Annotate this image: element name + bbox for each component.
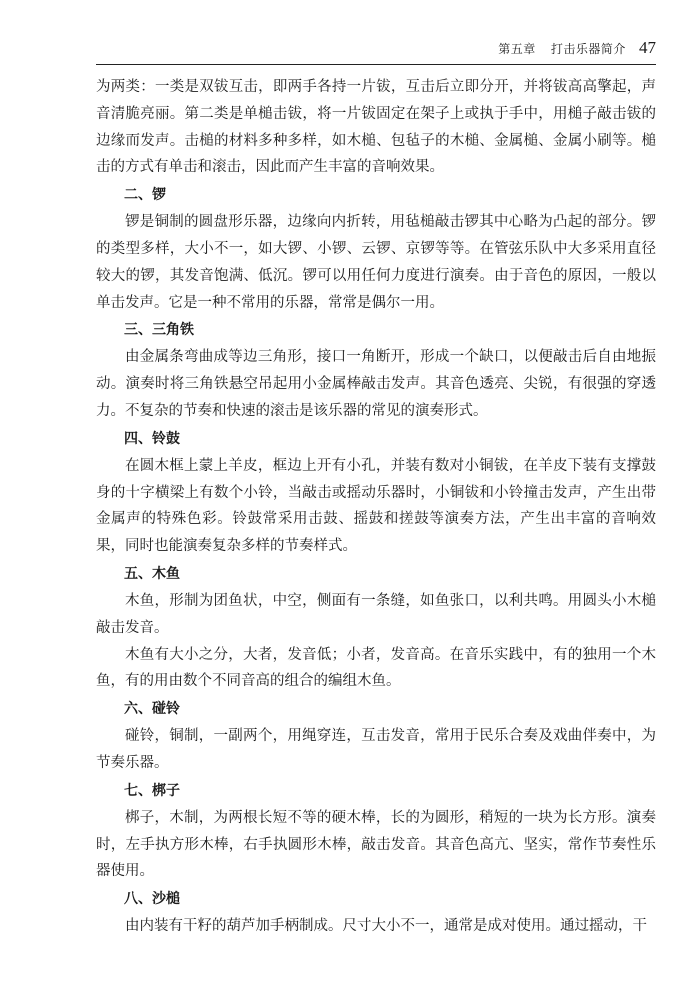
- paragraph-woodblock-form: 木鱼，形制为团鱼状，中空，侧面有一条缝，如鱼张口，以利共鸣。用圆头小木槌敲击发音。: [96, 592, 656, 636]
- header-topic: 打击乐器简介: [550, 42, 626, 56]
- paragraph-gong: 锣是铜制的圆盘形乐器，边缘向内折转，用毡槌敲击锣其中心略为凸起的部分。锣的类型多样，大小不一，如大锣、小锣、云锣、京锣等等。在管弦乐队中大多采用直径较大的锣，其发音饱满、低沉。锣可以用任何力度进行演奏。由于音色的原因，一般以单击发声。它是一种不常用的乐器，常常是偶尔一用。: [96, 214, 656, 311]
- section-heading-triangle: 三、三角铁: [124, 322, 194, 339]
- section-heading-maracas: 八、沙槌: [124, 891, 180, 908]
- section-heading-gong: 二、锣: [124, 187, 166, 204]
- paragraph-tambourine: 在圆木框上蒙上羊皮，框边上开有小孔，并装有数对小铜钹，在羊皮下装有支撑鼓身的十字横梁上有数个小铃，当敲击或摇动乐器时，小铜钹和小铃撞击发声，产生出带金属声的特殊色彩。铃鼓常采用击鼓、摇鼓和搓鼓等演奏方法，产生出丰富的音响效果，同时也能演奏复杂多样的节奏样式。: [96, 457, 656, 555]
- paragraph-cymbal-continued: 为两类：一类是双钹互击，即两手各持一片钹，互击后立即分开，并将钹高高擎起，声音清脆亮丽。第二类是单槌击钹，将一片钹固定在架子上或执于手中，用槌子敲击钹的边缘而发声。击槌的材料多种多样，如木槌、包毡子的木槌、金属槌、金属小刷等。槌击的方式有单击和滚击，因此而产生丰富的音响效果。: [96, 79, 656, 176]
- section-heading-tambourine: 四、铃鼓: [124, 430, 180, 447]
- running-header: [96, 38, 656, 62]
- section-heading-clapper: 七、梆子: [124, 782, 180, 799]
- page-number: 47: [639, 38, 656, 57]
- paragraph-triangle: 由金属条弯曲成等边三角形，接口一角断开，形成一个缺口，以便敲击后自由地振动。演奏时将三角铁悬空吊起用小金属棒敲击发声。其音色透亮、尖锐，有很强的穿透力。不复杂的节奏和快速的滚击是该乐器的常见的演奏形式。: [96, 349, 656, 419]
- header-rule: [96, 64, 656, 65]
- section-heading-woodblock: 五、木鱼: [124, 565, 180, 582]
- paragraph-woodblock-pitch: 木鱼有大小之分，大者，发音低；小者，发音高。在音乐实践中，有的独用一个木鱼，有的用由数个不同音高的组合的编组木鱼。: [96, 646, 656, 690]
- paragraph-clapper: 梆子，木制，为两根长短不等的硬木棒，长的为圆形，稍短的一块为长方形。演奏时，左手执方形木棒，右手执圆形木棒，敲击发音。其音色高亢、坚实，常作节奏性乐器使用。: [96, 809, 656, 880]
- header-chapter: 第五章: [498, 42, 536, 56]
- paragraph-bells: 碰铃，铜制，一副两个，用绳穿连，互击发音，常用于民乐合奏及戏曲伴奏中，为节奏乐器。: [96, 728, 656, 771]
- body-text: [96, 74, 656, 940]
- paragraph-maracas: 由内装有干籽的葫芦加手柄制成。尺寸大小不一，通常是成对使用。通过摇动，干: [125, 918, 647, 935]
- section-heading-bells: 六、碰铃: [124, 701, 180, 718]
